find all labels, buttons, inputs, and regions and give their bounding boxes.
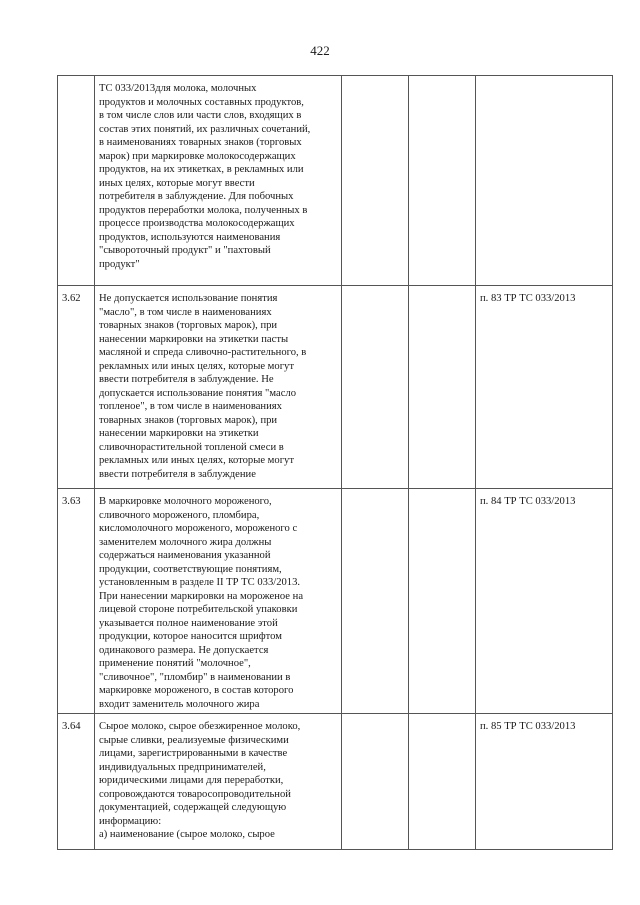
text-line: "сливочное", "пломбир" в наименовании в bbox=[99, 671, 291, 683]
requirement-text bbox=[95, 286, 342, 489]
text-line: продуктов и молочных составных продуктов, bbox=[99, 96, 304, 108]
table-row bbox=[58, 76, 613, 286]
text-line: в наименованиях товарных знаков (торговых bbox=[99, 137, 302, 148]
row-number bbox=[58, 76, 95, 286]
text-line: Не допускается использование понятия bbox=[99, 293, 278, 304]
text-line: маркировке мороженого, в состав которого bbox=[99, 685, 294, 696]
text-line: заменителем молочного жира должны bbox=[99, 536, 272, 548]
text-line: ввести потребителя в заблуждение. Не bbox=[99, 374, 274, 385]
text-line: При нанесении маркировки на мороженое на bbox=[99, 590, 304, 602]
text-line: содержаться наименования указанной bbox=[99, 550, 271, 561]
row-number: 3.64 bbox=[58, 714, 95, 850]
text-line: в том числе слов или части слов, входящих в bbox=[99, 110, 302, 121]
empty-cell bbox=[342, 76, 409, 286]
text-line: марок) при маркировке молокосодержащих bbox=[99, 150, 296, 162]
text-line: товарных знаков (торговых марок), при bbox=[99, 320, 278, 331]
text-line: кисломолочного мороженого, мороженого с bbox=[99, 523, 298, 534]
empty-cell bbox=[409, 76, 476, 286]
text-line: продуктов, используются наименования bbox=[99, 231, 281, 243]
table-row bbox=[58, 286, 613, 489]
text-line: товарных знаков (торговых марок), при bbox=[99, 414, 278, 426]
page-number: 422 bbox=[310, 43, 330, 58]
text-line: продукции, соответствующие понятиям, bbox=[99, 563, 282, 575]
text-line: лицевой стороне потребительской упаковки bbox=[99, 604, 298, 615]
text-line: Сырое молоко, сырое обезжиренное молоко, bbox=[99, 721, 301, 732]
requirement-text bbox=[95, 714, 342, 850]
text-line: иных целях, которые могут ввести bbox=[99, 177, 255, 189]
text-line: установленным в разделе II ТР ТС 033/2013. bbox=[99, 577, 301, 588]
text-line: рекламных или иных целях, которые могут bbox=[99, 360, 294, 372]
empty-cell bbox=[409, 286, 476, 489]
empty-cell bbox=[342, 286, 409, 489]
text-line: ввести потребителя в заблуждение bbox=[99, 468, 256, 480]
text-line: сопровождаются товаросопроводительной bbox=[99, 788, 291, 800]
table-row bbox=[58, 714, 613, 850]
text-line: "сывороточный продукт" и "пахтовый bbox=[99, 245, 271, 256]
text-line: В маркировке молочного мороженого, bbox=[99, 496, 272, 507]
text-line: рекламных или иных целях, которые могут bbox=[99, 455, 294, 466]
empty-cell bbox=[409, 714, 476, 850]
requirement-text bbox=[95, 76, 342, 286]
text-line: сливочного мороженого, пломбира, bbox=[99, 509, 260, 521]
text-line: входит заменитель молочного жира bbox=[99, 698, 260, 710]
text-line: документацией, содержащей следующую bbox=[99, 802, 287, 813]
regulation-reference bbox=[476, 76, 613, 286]
text-line: потребителя в заблуждение. Для побочных bbox=[99, 191, 294, 202]
text-line: "масло", в том числе в наименованиях bbox=[99, 306, 272, 318]
text-line: а) наименование (сырое молоко, сырое bbox=[99, 829, 275, 840]
table-row bbox=[58, 489, 613, 714]
text-line: масляной и спреда сливочно-растительного, в bbox=[99, 347, 307, 358]
text-line: информацию: bbox=[99, 815, 162, 827]
text-line: применение понятий "молочное", bbox=[99, 658, 251, 669]
empty-cell bbox=[342, 489, 409, 714]
row-number: 3.62 bbox=[58, 286, 95, 489]
text-line: одинакового размера. Не допускается bbox=[99, 644, 269, 656]
requirement-text bbox=[95, 489, 342, 714]
text-line: указывается полное наименование этой bbox=[99, 617, 278, 629]
text-line: лицами, зарегистрированными в качестве bbox=[99, 748, 288, 759]
text-line: юридическими лицами для переработки, bbox=[99, 775, 284, 786]
text-line: топленое", в том числе в наименованиях bbox=[99, 401, 282, 412]
regulation-reference: п. 85 ТР ТС 033/2013 bbox=[476, 714, 613, 850]
text-line: продукции, которое наносится шрифтом bbox=[99, 631, 282, 642]
text-line: нанесении маркировки на этикетки bbox=[99, 428, 259, 439]
regulation-reference: п. 84 ТР ТС 033/2013 bbox=[476, 489, 613, 714]
text-line: нанесении маркировки на этикетки пасты bbox=[99, 333, 289, 345]
text-line: продукт" bbox=[99, 258, 140, 270]
row-number: 3.63 bbox=[58, 489, 95, 714]
text-line: состав этих понятий, их различных сочетаний, bbox=[99, 123, 311, 135]
empty-cell bbox=[342, 714, 409, 850]
requirements-table bbox=[57, 75, 613, 850]
text-line: допускается использование понятия "масло bbox=[99, 387, 296, 399]
regulation-reference: п. 83 ТР ТС 033/2013 bbox=[476, 286, 613, 489]
text-line: продуктов, на их этикетках, в рекламных или bbox=[99, 164, 304, 175]
text-line: продуктов переработки молока, полученных в bbox=[99, 204, 308, 216]
text-line: ТС 033/2013для молока, молочных bbox=[99, 83, 257, 94]
text-line: сливочнорастительной топленой смеси в bbox=[99, 441, 284, 453]
text-line: процессе производства молокосодержащих bbox=[99, 218, 295, 229]
empty-cell bbox=[409, 489, 476, 714]
text-line: индивидуальных предпринимателей, bbox=[99, 761, 266, 773]
text-line: сырые сливки, реализуемые физическими bbox=[99, 734, 289, 746]
